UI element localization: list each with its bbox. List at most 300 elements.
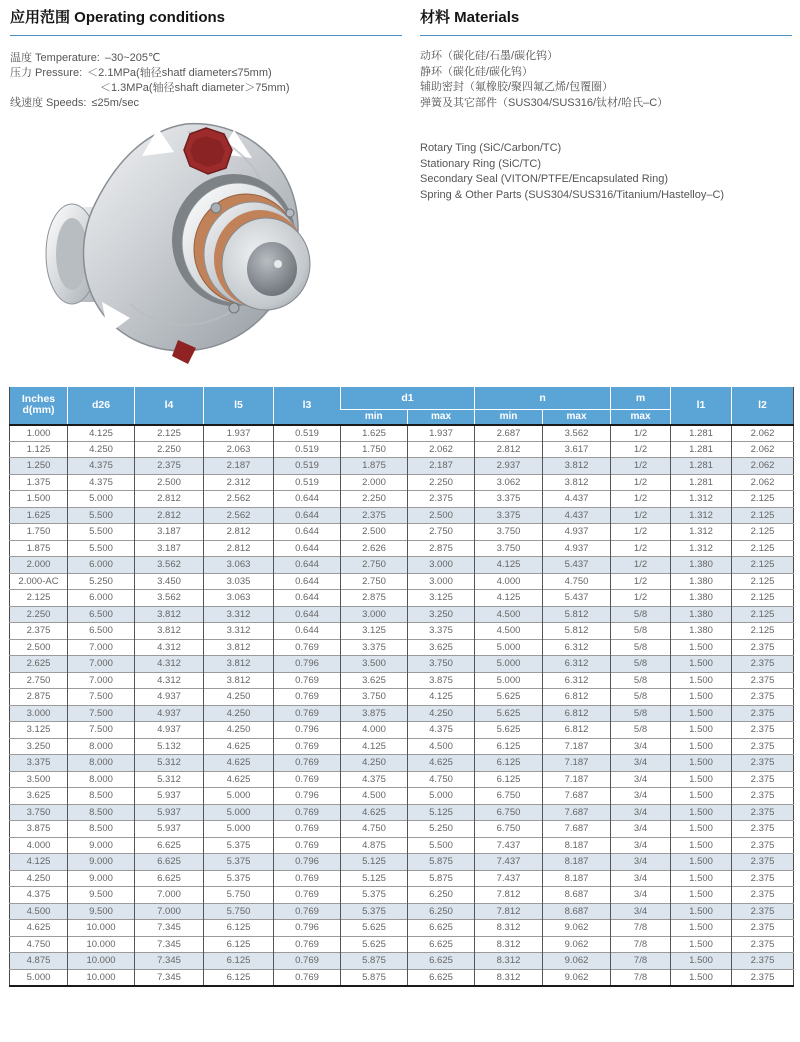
table-cell: 2.375 <box>732 656 794 673</box>
table-row <box>10 507 794 524</box>
table-cell: 4.875 <box>10 953 68 970</box>
operating-conditions-title: 应用范围 Operating conditions <box>10 6 402 36</box>
table-cell: 5.625 <box>341 920 408 937</box>
table-cell: 2.375 <box>732 804 794 821</box>
table-cell: 3.812 <box>543 458 611 475</box>
table-row <box>10 837 794 854</box>
table-row <box>10 656 794 673</box>
table-cell: 3.312 <box>204 623 274 640</box>
seal-product-image <box>38 112 344 372</box>
table-cell: 1.250 <box>10 458 68 475</box>
table-cell: 2.375 <box>732 738 794 755</box>
table-cell: 7.000 <box>68 656 135 673</box>
table-cell: 7/8 <box>611 969 671 986</box>
table-row <box>10 425 794 442</box>
table-cell: 2.500 <box>341 524 408 541</box>
table-cell: 8.312 <box>475 936 543 953</box>
table-cell: 0.769 <box>274 870 341 887</box>
table-cell: 7.687 <box>543 804 611 821</box>
table-cell: 6.125 <box>475 738 543 755</box>
table-cell: 4.250 <box>408 705 475 722</box>
table-cell: 2.000 <box>10 557 68 574</box>
table-cell: 4.937 <box>135 705 204 722</box>
table-cell: 3.750 <box>341 689 408 706</box>
table-cell: 0.644 <box>274 623 341 640</box>
table-cell: 3.375 <box>475 491 543 508</box>
table-cell: 3.812 <box>204 672 274 689</box>
table-cell: 4.937 <box>543 540 611 557</box>
table-cell: 3.250 <box>10 738 68 755</box>
table-cell: 6.750 <box>475 788 543 805</box>
table-cell: 5.375 <box>204 837 274 854</box>
material-cn-secondary-seal: 辅助密封（氟橡胶/聚四氟乙烯/包覆圈） <box>420 81 614 93</box>
table-cell: 4.375 <box>68 458 135 475</box>
table-cell: 4.000 <box>475 573 543 590</box>
table-row <box>10 903 794 920</box>
table-cell: 6.500 <box>68 606 135 623</box>
table-cell: 2.812 <box>135 507 204 524</box>
table-cell: 4.312 <box>135 672 204 689</box>
table-cell: 4.125 <box>408 689 475 706</box>
table-cell: 4.250 <box>10 870 68 887</box>
table-cell: 0.769 <box>274 672 341 689</box>
table-cell: 1.500 <box>671 969 732 986</box>
table-cell: 6.125 <box>204 936 274 953</box>
table-row <box>10 969 794 986</box>
col-header-d1-min: min <box>341 410 408 425</box>
table-row <box>10 771 794 788</box>
table-cell: 2.375 <box>732 705 794 722</box>
table-cell: 5.937 <box>135 821 204 838</box>
table-cell: 4.250 <box>204 705 274 722</box>
table-cell: 2.375 <box>732 821 794 838</box>
table-cell: 2.812 <box>204 540 274 557</box>
table-cell: 5.125 <box>341 870 408 887</box>
table-cell: 10.000 <box>68 969 135 986</box>
table-cell: 4.875 <box>341 837 408 854</box>
table-cell: 1.312 <box>671 507 732 524</box>
table-cell: 3.000 <box>341 606 408 623</box>
pressure-line-1 <box>10 66 402 81</box>
table-row <box>10 705 794 722</box>
col-header-l2: l2 <box>732 387 794 425</box>
table-cell: 4.125 <box>10 854 68 871</box>
table-cell: 1.500 <box>671 788 732 805</box>
table-cell: 2.562 <box>204 507 274 524</box>
table-cell: 2.875 <box>10 689 68 706</box>
table-cell: 1/2 <box>611 507 671 524</box>
table-cell: 3.375 <box>341 639 408 656</box>
material-cn-spring-parts: 弹簧及其它部件（SUS304/SUS316/钛材/哈氏–C） <box>420 96 669 109</box>
table-cell: 3.250 <box>408 606 475 623</box>
table-cell: 10.000 <box>68 953 135 970</box>
table-cell: 5.125 <box>341 854 408 871</box>
table-row <box>10 606 794 623</box>
table-cell: 4.937 <box>543 524 611 541</box>
material-cn-stationary-ring: 静环（碳化硅/碳化钨） <box>420 65 534 78</box>
table-cell: 4.500 <box>10 903 68 920</box>
table-cell: 8.500 <box>68 821 135 838</box>
table-cell: 2.375 <box>10 623 68 640</box>
table-row <box>10 590 794 607</box>
table-cell: 9.000 <box>68 854 135 871</box>
table-cell: 1.281 <box>671 425 732 442</box>
table-cell: 5.625 <box>341 936 408 953</box>
table-cell: 1.500 <box>671 804 732 821</box>
table-cell: 2.375 <box>732 639 794 656</box>
table-cell: 5.250 <box>408 821 475 838</box>
table-cell: 7.345 <box>135 969 204 986</box>
table-cell: 4.750 <box>543 573 611 590</box>
table-cell: 4.250 <box>204 689 274 706</box>
table-cell: 2.500 <box>135 474 204 491</box>
col-header-l1: l1 <box>671 387 732 425</box>
table-cell: 5.625 <box>475 722 543 739</box>
table-cell: 3.625 <box>10 788 68 805</box>
table-cell: 3.000 <box>10 705 68 722</box>
table-cell: 7.500 <box>68 722 135 739</box>
table-cell: 1.312 <box>671 524 732 541</box>
table-cell: 0.796 <box>274 722 341 739</box>
table-cell: 3.617 <box>543 441 611 458</box>
table-cell: 1.500 <box>671 920 732 937</box>
table-cell: 4.250 <box>204 722 274 739</box>
table-cell: 1.281 <box>671 458 732 475</box>
table-cell: 3.750 <box>475 540 543 557</box>
table-row <box>10 474 794 491</box>
table-cell: 5.875 <box>341 953 408 970</box>
table-cell: 2.750 <box>10 672 68 689</box>
speeds-line <box>10 96 402 111</box>
table-row <box>10 672 794 689</box>
table-cell: 2.375 <box>732 920 794 937</box>
table-cell: 2.125 <box>732 507 794 524</box>
table-cell: 1.500 <box>671 689 732 706</box>
table-row <box>10 722 794 739</box>
dimension-table-header <box>10 387 794 425</box>
table-cell: 9.500 <box>68 887 135 904</box>
table-cell: 4.750 <box>341 821 408 838</box>
table-cell: 8.687 <box>543 887 611 904</box>
table-cell: 3.375 <box>10 755 68 772</box>
table-cell: 4.750 <box>10 936 68 953</box>
table-cell: 1.500 <box>671 870 732 887</box>
table-cell: 5.312 <box>135 755 204 772</box>
table-cell: 5/8 <box>611 656 671 673</box>
table-cell: 6.812 <box>543 722 611 739</box>
table-cell: 2.750 <box>341 573 408 590</box>
table-cell: 1.625 <box>341 425 408 442</box>
table-cell: 7.437 <box>475 854 543 871</box>
table-cell: 5/8 <box>611 705 671 722</box>
table-cell: 5.500 <box>68 540 135 557</box>
table-cell: 2.250 <box>408 474 475 491</box>
table-cell: 2.750 <box>341 557 408 574</box>
table-cell: 6.812 <box>543 705 611 722</box>
table-cell: 3.312 <box>204 606 274 623</box>
col-header-m-max: max <box>611 410 671 425</box>
table-cell: 3/4 <box>611 738 671 755</box>
table-cell: 1.125 <box>10 441 68 458</box>
table-cell: 3.063 <box>204 590 274 607</box>
table-cell: 0.769 <box>274 903 341 920</box>
table-cell: 5.375 <box>341 887 408 904</box>
table-cell: 3.500 <box>10 771 68 788</box>
table-cell: 3.125 <box>341 623 408 640</box>
table-cell: 3.063 <box>204 557 274 574</box>
table-cell: 0.644 <box>274 524 341 541</box>
operating-conditions-section <box>10 6 402 111</box>
table-cell: 5.250 <box>68 573 135 590</box>
table-cell: 1/2 <box>611 557 671 574</box>
table-cell: 3/4 <box>611 821 671 838</box>
table-cell: 1.500 <box>671 903 732 920</box>
table-cell: 4.500 <box>475 623 543 640</box>
table-cell: 5.000 <box>204 788 274 805</box>
col-header-inches-dmm: Inches d(mm) <box>10 387 68 425</box>
table-cell: 1.500 <box>671 705 732 722</box>
table-cell: 1/2 <box>611 441 671 458</box>
col-header-d26: d26 <box>68 387 135 425</box>
table-cell: 3.125 <box>10 722 68 739</box>
table-cell: 5.375 <box>204 854 274 871</box>
table-cell: 0.769 <box>274 887 341 904</box>
table-cell: 7.345 <box>135 920 204 937</box>
table-cell: 7.000 <box>68 672 135 689</box>
col-header-l4: l4 <box>135 387 204 425</box>
table-row <box>10 854 794 871</box>
table-cell: 1.500 <box>671 738 732 755</box>
table-row <box>10 524 794 541</box>
table-cell: 5/8 <box>611 689 671 706</box>
table-cell: 0.519 <box>274 474 341 491</box>
table-cell: 3/4 <box>611 771 671 788</box>
table-cell: 5.500 <box>68 507 135 524</box>
table-cell: 4.937 <box>135 722 204 739</box>
material-en-spring-parts: Spring & Other Parts (SUS304/SUS316/Titanium/Hastelloy–C) <box>420 188 725 201</box>
table-cell: 5.937 <box>135 788 204 805</box>
table-cell: 3.187 <box>135 540 204 557</box>
table-cell: 3.500 <box>341 656 408 673</box>
table-cell: 3.750 <box>10 804 68 821</box>
table-cell: 3.875 <box>10 821 68 838</box>
table-cell: 2.125 <box>732 491 794 508</box>
table-cell: 5.000 <box>68 491 135 508</box>
table-cell: 1.937 <box>408 425 475 442</box>
temperature-label: 温度 Temperature: <box>10 52 100 64</box>
table-cell: 6.625 <box>135 870 204 887</box>
table-cell: 2.062 <box>732 458 794 475</box>
table-row <box>10 689 794 706</box>
table-row <box>10 804 794 821</box>
table-cell: 1.625 <box>10 507 68 524</box>
table-cell: 5/8 <box>611 722 671 739</box>
table-cell: 7.187 <box>543 738 611 755</box>
table-cell: 8.187 <box>543 854 611 871</box>
table-cell: 9.500 <box>68 903 135 920</box>
table-cell: 2.687 <box>475 425 543 442</box>
table-cell: 4.625 <box>408 755 475 772</box>
table-cell: 3.375 <box>475 507 543 524</box>
table-cell: 4.000 <box>341 722 408 739</box>
table-cell: 2.187 <box>408 458 475 475</box>
material-en-secondary-seal: Secondary Seal (VITON/PTFE/Encapsulated Ring) <box>420 173 669 185</box>
table-cell: 2.062 <box>732 474 794 491</box>
table-cell: 5.000 <box>475 656 543 673</box>
operating-conditions-body <box>10 51 402 111</box>
table-cell: 2.562 <box>204 491 274 508</box>
table-cell: 4.500 <box>408 738 475 755</box>
table-cell: 5.000 <box>475 672 543 689</box>
table-cell: 1.750 <box>341 441 408 458</box>
table-cell: 2.626 <box>341 540 408 557</box>
table-cell: 0.644 <box>274 573 341 590</box>
table-row <box>10 953 794 970</box>
table-cell: 0.644 <box>274 507 341 524</box>
table-cell: 3.000 <box>408 557 475 574</box>
table-cell: 2.375 <box>732 936 794 953</box>
table-cell: 2.812 <box>204 524 274 541</box>
table-cell: 0.769 <box>274 837 341 854</box>
table-cell: 6.625 <box>135 854 204 871</box>
table-cell: 3.750 <box>475 524 543 541</box>
table-cell: 2.125 <box>732 573 794 590</box>
table-cell: 1.500 <box>671 656 732 673</box>
table-cell: 4.750 <box>408 771 475 788</box>
table-row <box>10 887 794 904</box>
table-cell: 4.625 <box>204 755 274 772</box>
col-group-d1: d1 <box>341 387 475 410</box>
table-cell: 6.312 <box>543 656 611 673</box>
table-cell: 3/4 <box>611 804 671 821</box>
table-cell: 5.000 <box>204 804 274 821</box>
table-cell: 6.250 <box>408 887 475 904</box>
table-cell: 5.437 <box>543 590 611 607</box>
table-cell: 7.812 <box>475 903 543 920</box>
speeds-label: 线速度 Speeds: <box>10 97 87 109</box>
materials-chinese-list <box>420 49 792 111</box>
table-cell: 4.500 <box>341 788 408 805</box>
dimension-table-container <box>9 386 794 987</box>
table-cell: 6.312 <box>543 672 611 689</box>
table-row <box>10 491 794 508</box>
table-cell: 0.769 <box>274 936 341 953</box>
table-row <box>10 755 794 772</box>
table-cell: 6.500 <box>68 623 135 640</box>
table-cell: 7.187 <box>543 755 611 772</box>
table-cell: 5.625 <box>475 705 543 722</box>
table-cell: 4.625 <box>341 804 408 821</box>
table-row <box>10 639 794 656</box>
table-cell: 1/2 <box>611 524 671 541</box>
table-cell: 2.250 <box>341 491 408 508</box>
table-cell: 3.125 <box>408 590 475 607</box>
table-cell: 0.519 <box>274 441 341 458</box>
table-cell: 1.500 <box>671 755 732 772</box>
table-cell: 0.769 <box>274 639 341 656</box>
col-header-n-max: max <box>543 410 611 425</box>
pressure-line-2 <box>10 81 402 96</box>
table-cell: 2.625 <box>10 656 68 673</box>
material-cn-rotary-ring: 动环（碳化硅/石墨/碳化钨） <box>420 50 559 62</box>
table-cell: 1.380 <box>671 590 732 607</box>
table-cell: 4.375 <box>68 474 135 491</box>
table-cell: 5.375 <box>341 903 408 920</box>
table-cell: 3.812 <box>135 606 204 623</box>
table-cell: 2.375 <box>732 672 794 689</box>
table-cell: 2.375 <box>732 870 794 887</box>
material-en-rotary-ring: Rotary Ting (SiC/Carbon/TC) <box>420 142 562 154</box>
table-cell: 4.375 <box>341 771 408 788</box>
table-cell: 0.769 <box>274 821 341 838</box>
table-cell: 2.812 <box>475 441 543 458</box>
table-cell: 6.000 <box>68 590 135 607</box>
table-cell: 4.625 <box>204 771 274 788</box>
table-cell: 4.375 <box>408 722 475 739</box>
table-cell: 1.937 <box>204 425 274 442</box>
dimension-table <box>9 386 794 987</box>
table-cell: 0.644 <box>274 606 341 623</box>
table-cell: 3.450 <box>135 573 204 590</box>
table-cell: 2.812 <box>135 491 204 508</box>
table-cell: 1.500 <box>10 491 68 508</box>
table-cell: 5/8 <box>611 606 671 623</box>
table-cell: 3/4 <box>611 837 671 854</box>
table-cell: 1/2 <box>611 491 671 508</box>
table-cell: 9.062 <box>543 920 611 937</box>
table-cell: 7.812 <box>475 887 543 904</box>
table-cell: 5.625 <box>475 689 543 706</box>
table-cell: 2.375 <box>732 788 794 805</box>
table-cell: 3/4 <box>611 903 671 920</box>
table-cell: 5.812 <box>543 606 611 623</box>
table-cell: 3.187 <box>135 524 204 541</box>
table-cell: 3/4 <box>611 755 671 772</box>
table-cell: 3.750 <box>408 656 475 673</box>
table-cell: 2.125 <box>732 524 794 541</box>
col-group-n: n <box>475 387 611 410</box>
table-cell: 3/4 <box>611 870 671 887</box>
table-cell: 1.380 <box>671 623 732 640</box>
table-cell: 7.000 <box>135 887 204 904</box>
table-cell: 4.125 <box>341 738 408 755</box>
table-row <box>10 920 794 937</box>
table-cell: 8.000 <box>68 755 135 772</box>
table-cell: 2.063 <box>204 441 274 458</box>
table-cell: 1.281 <box>671 474 732 491</box>
table-cell: 2.375 <box>732 887 794 904</box>
table-cell: 3/4 <box>611 854 671 871</box>
table-cell: 2.937 <box>475 458 543 475</box>
table-cell: 7.687 <box>543 788 611 805</box>
table-cell: 1.500 <box>671 722 732 739</box>
table-cell: 3.375 <box>408 623 475 640</box>
table-cell: 2.375 <box>408 491 475 508</box>
table-cell: 2.250 <box>135 441 204 458</box>
table-cell: 8.312 <box>475 953 543 970</box>
table-cell: 7/8 <box>611 953 671 970</box>
seal-gasket-knob <box>184 128 232 174</box>
table-cell: 9.062 <box>543 969 611 986</box>
table-cell: 5.000 <box>408 788 475 805</box>
table-cell: 8.312 <box>475 920 543 937</box>
table-cell: 5.375 <box>204 870 274 887</box>
table-row <box>10 458 794 475</box>
table-cell: 1.750 <box>10 524 68 541</box>
table-row <box>10 738 794 755</box>
table-cell: 6.750 <box>475 821 543 838</box>
table-cell: 3.812 <box>543 474 611 491</box>
